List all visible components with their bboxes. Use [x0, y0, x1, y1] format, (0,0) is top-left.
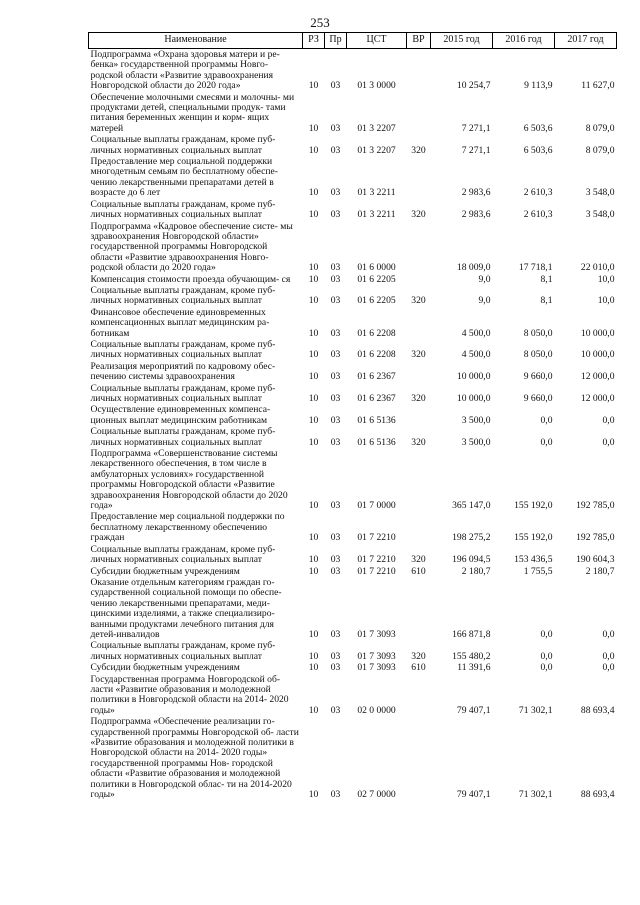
row-2015: 79 407,1 [456, 789, 491, 801]
row-2016: 1 755,5 [523, 565, 553, 577]
row-2016: 0,0 [540, 662, 553, 674]
row-2016: 71 302,1 [518, 704, 553, 716]
row-name: Субсидии бюджетным учреждениям [90, 662, 240, 674]
row-name: Предоставление мер социальной поддержки многодетным семьям по бесплатному обеспе- чению лекарственными препаратами детей в возрасте до 6 лет [90, 156, 278, 199]
row-2016: 17 718,1 [518, 262, 553, 274]
row-name: Реализация мероприятий по кадровому обес- печению системы здравоохранения [90, 360, 276, 383]
row-pr: 03 [330, 371, 341, 383]
header-2015: 2015 год [431, 33, 493, 49]
row-rz: 10 [308, 662, 319, 674]
row-2017: 8 079,0 [585, 144, 615, 156]
table-row [89, 577, 617, 640]
row-cst: 02 7 0000 [357, 789, 396, 801]
row-pr: 03 [330, 554, 341, 566]
row-2016: 2 610,3 [523, 209, 553, 221]
row-2016: 8,1 [540, 273, 553, 285]
header-2017: 2017 год [555, 33, 617, 49]
row-pr: 03 [330, 662, 341, 674]
row-pr: 03 [330, 349, 341, 361]
header-2016: 2016 год [493, 33, 555, 49]
table-row [89, 662, 617, 673]
row-cst: 01 6 2208 [357, 349, 396, 361]
row-pr: 03 [330, 789, 341, 801]
row-2016: 6 503,6 [523, 122, 553, 134]
row-name: Социальные выплаты гражданам, кроме пуб- личных нормативных социальных выплат [90, 338, 276, 361]
row-name: Осуществление единовременных компенса- ционных выплат медицинским работникам [90, 404, 271, 426]
row-2016: 9 113,9 [524, 80, 553, 92]
table-row [89, 199, 617, 221]
row-2015: 4 500,0 [461, 327, 491, 339]
row-2017: 88 693,4 [580, 704, 615, 716]
table-header-row [89, 33, 617, 49]
row-2015: 4 500,0 [461, 349, 491, 361]
row-pr: 03 [330, 500, 341, 512]
row-pr: 03 [330, 650, 341, 662]
row-2016: 0,0 [540, 650, 553, 662]
header-vr: ВР [407, 33, 431, 49]
row-2016: 8 050,0 [523, 327, 553, 339]
row-rz: 10 [308, 122, 319, 134]
row-2017: 0,0 [602, 662, 615, 674]
row-2016: 8 050,0 [523, 349, 553, 361]
table-row [89, 307, 617, 339]
row-2015: 7 271,1 [461, 122, 491, 134]
row-name: Предоставление мер социальной поддержки по бесплатному лекарственному обеспечению граждан [90, 511, 285, 544]
row-vr: 320 [411, 393, 426, 404]
row-cst: 01 7 3093 [357, 628, 396, 640]
row-name: Государственная программа Новгородской об- ласти «Развитие образования и молодежной политики в Новгородской области на 2014- 2020 годы» [90, 673, 289, 716]
row-pr: 03 [330, 209, 341, 221]
row-pr: 03 [330, 628, 341, 640]
row-name: Социальные выплаты гражданам, кроме пуб- личных нормативных социальных выплат [90, 284, 276, 307]
row-2017: 10 000,0 [580, 349, 615, 361]
table-row [89, 448, 617, 511]
row-cst: 01 7 2210 [357, 554, 396, 566]
row-2017: 0,0 [602, 414, 615, 426]
row-cst: 01 7 3093 [357, 662, 396, 674]
row-2015: 9,0 [478, 295, 491, 307]
row-2015: 2 180,7 [461, 565, 491, 577]
row-2017: 0,0 [602, 436, 615, 448]
row-2017: 10,0 [597, 295, 615, 307]
row-2016: 2 610,3 [523, 187, 553, 199]
row-cst: 02 0 0000 [357, 704, 396, 716]
row-2015: 3 500,0 [461, 414, 491, 426]
table-row [89, 49, 617, 92]
row-rz: 10 [308, 628, 319, 640]
row-pr: 03 [330, 532, 341, 544]
row-2017: 10 000,0 [580, 327, 615, 339]
row-rz: 10 [308, 80, 319, 92]
row-2017: 3 548,0 [585, 187, 615, 199]
row-vr [407, 221, 431, 274]
row-vr: 320 [411, 349, 426, 361]
row-pr: 03 [330, 436, 341, 448]
row-vr: 320 [411, 144, 426, 156]
row-2017: 192 785,0 [576, 532, 615, 544]
row-name: Социальные выплаты гражданам, кроме пуб- личных нормативных социальных выплат [90, 543, 276, 566]
row-2015: 18 009,0 [456, 262, 491, 274]
row-rz: 10 [308, 650, 319, 662]
header-name: Наименование [89, 33, 303, 49]
row-rz: 10 [308, 144, 319, 156]
row-pr: 03 [330, 187, 341, 199]
row-2017: 2 180,7 [585, 565, 615, 577]
row-vr: 610 [411, 662, 426, 674]
row-vr: 320 [411, 650, 426, 662]
row-vr [407, 404, 431, 426]
row-2015: 11 391,6 [457, 662, 491, 674]
row-pr: 03 [330, 295, 341, 307]
row-cst: 01 3 2211 [357, 187, 396, 199]
row-pr: 03 [330, 122, 341, 134]
table-row [89, 674, 617, 717]
row-2015: 7 271,1 [461, 144, 491, 156]
row-rz: 10 [308, 554, 319, 566]
row-name: Социальные выплаты гражданам, кроме пуб- личных нормативных социальных выплат [90, 134, 276, 156]
row-rz: 10 [308, 500, 319, 512]
row-2015: 10 000,0 [456, 371, 491, 383]
row-vr: 320 [411, 209, 426, 221]
table-row [89, 566, 617, 577]
row-2017: 12 000,0 [580, 371, 615, 383]
row-vr [407, 156, 431, 199]
header-rz: РЗ [303, 33, 325, 49]
row-cst: 01 6 2205 [357, 295, 396, 307]
row-name: Подпрограмма «Кадровое обеспечение систе- мы здравоохранения Новгородской области» государственной программы Новгородской области «Развитие здравоохранения Новго- родской области до 2020 года» [90, 220, 293, 274]
row-vr: 610 [411, 565, 426, 577]
table-row [89, 274, 617, 285]
row-pr: 03 [330, 393, 341, 404]
row-pr: 03 [330, 414, 341, 426]
row-cst: 01 3 2207 [357, 122, 396, 134]
row-name: Субсидии бюджетным учреждениям [90, 565, 240, 577]
budget-table [88, 32, 617, 800]
row-vr: 320 [411, 295, 426, 307]
row-2017: 10,0 [597, 273, 615, 285]
row-2017: 11 627,0 [581, 80, 615, 92]
row-name: Социальные выплаты гражданам, кроме пуб- личных нормативных социальных выплат [90, 382, 276, 404]
row-cst: 01 6 2205 [357, 273, 396, 285]
row-vr [407, 511, 431, 543]
row-cst: 01 3 2207 [357, 144, 396, 156]
row-cst: 01 6 2367 [357, 371, 396, 383]
row-2016: 153 436,5 [514, 554, 553, 566]
row-2016: 155 192,0 [514, 500, 553, 512]
table-row [89, 361, 617, 383]
row-rz: 10 [308, 532, 319, 544]
row-2015: 79 407,1 [456, 704, 491, 716]
row-name: Подпрограмма «Совершенствование системы лекарственного обеспечения, в том числе в амбулаторных условиях» государственной программы Новгородской области «Развитие здравоохранения Новгородской области до 2020 года» [90, 448, 288, 512]
row-2015: 10 000,0 [456, 393, 491, 404]
row-2016: 9 660,0 [523, 393, 553, 404]
row-rz: 10 [308, 327, 319, 339]
row-rz: 10 [308, 209, 319, 221]
row-name: Социальные выплаты гражданам, кроме пуб- личных нормативных социальных выплат [90, 198, 276, 221]
row-rz: 10 [308, 262, 319, 274]
row-2015: 365 147,0 [452, 500, 491, 512]
row-cst: 01 3 2211 [357, 209, 396, 221]
row-2017: 192 785,0 [576, 500, 615, 512]
row-pr: 03 [330, 273, 341, 285]
row-vr [407, 49, 431, 92]
row-2017: 0,0 [602, 628, 615, 640]
row-cst: 01 6 2208 [357, 327, 396, 339]
table-row [89, 640, 617, 662]
row-2017: 8 079,0 [585, 122, 615, 134]
row-2015: 155 480,2 [452, 650, 491, 662]
row-vr [407, 716, 431, 800]
row-2016: 0,0 [540, 628, 553, 640]
row-2016: 6 503,6 [523, 144, 553, 156]
page-number: 253 [310, 15, 330, 30]
row-vr [407, 361, 431, 383]
row-name: Подпрограмма «Обеспечение реализации го- сударственной программы Новгородской об- ласти «Развитие образования и молодежной политики в Новгородской области на 2014- 2020 годы» государственной программы Нов- городской области «Развитие образования и молодежной политики в Новгородской облас- ти на 2014-2020 годы» [90, 716, 299, 801]
row-pr: 03 [330, 565, 341, 577]
row-2016: 8,1 [540, 295, 553, 307]
row-rz: 10 [308, 187, 319, 199]
row-rz: 10 [308, 349, 319, 361]
row-rz: 10 [308, 565, 319, 577]
row-2015: 198 275,2 [452, 532, 491, 544]
row-pr: 03 [330, 327, 341, 339]
row-vr [407, 274, 431, 285]
row-2015: 10 254,7 [456, 80, 491, 92]
row-2016: 9 660,0 [523, 371, 553, 383]
row-name: Обеспечение молочными смесями и молочны- ми продуктами детей, специальными продук- тами питания беременных женщин и корм- ящих матерей [90, 91, 295, 134]
row-name: Подпрограмма «Охрана здоровья матери и ре- бенка» государственной программы Новго- родской области «Развитие здравоохранения Новгородской области до 2020 года» [90, 49, 280, 92]
row-cst: 01 6 5136 [357, 414, 396, 426]
row-vr [407, 92, 431, 135]
row-vr [407, 307, 431, 339]
row-2017: 12 000,0 [580, 393, 615, 404]
row-cst: 01 7 0000 [357, 500, 396, 512]
table-row [89, 511, 617, 543]
row-cst: 01 6 5136 [357, 436, 396, 448]
row-2015: 9,0 [478, 273, 491, 285]
row-rz: 10 [308, 704, 319, 716]
row-rz: 10 [308, 414, 319, 426]
row-2016: 0,0 [540, 414, 553, 426]
row-2017: 3 548,0 [585, 209, 615, 221]
row-rz: 10 [308, 273, 319, 285]
row-2015: 3 500,0 [461, 436, 491, 448]
row-cst: 01 7 2210 [357, 565, 396, 577]
row-2016: 0,0 [540, 436, 553, 448]
table-body [89, 49, 617, 801]
row-vr [407, 448, 431, 511]
table-row [89, 156, 617, 199]
row-rz: 10 [308, 393, 319, 404]
row-pr: 03 [330, 704, 341, 716]
row-pr: 03 [330, 80, 341, 92]
row-cst: 01 7 2210 [357, 532, 396, 544]
header-pr: Пр [325, 33, 347, 49]
row-vr [407, 577, 431, 640]
row-2015: 196 094,5 [452, 554, 491, 566]
row-2016: 155 192,0 [514, 532, 553, 544]
row-2017: 190 604,3 [576, 554, 615, 566]
row-2017: 88 693,4 [580, 789, 615, 801]
table-row [89, 285, 617, 307]
row-vr: 320 [411, 436, 426, 448]
table-row [89, 92, 617, 135]
row-cst: 01 6 2367 [357, 393, 396, 404]
row-rz: 10 [308, 371, 319, 383]
row-name: Социальные выплаты гражданам, кроме пуб- личных нормативных социальных выплат [90, 640, 276, 662]
row-name: Оказание отдельным категориям граждан го- сударственной социальной помощи по обеспе- чению лекарственными препаратами, меди- цинскими изделиями, а также специализиро- ванными продуктами лечебного питания для детей-инвалидов [90, 576, 282, 640]
row-vr: 320 [411, 554, 426, 566]
row-name: Финансовое обеспечение единовременных компенсационных выплат медицинским ра- ботникам [90, 306, 270, 339]
row-2015: 2 983,6 [461, 209, 491, 221]
row-cst: 01 3 0000 [357, 80, 396, 92]
row-pr: 03 [330, 262, 341, 274]
row-rz: 10 [308, 436, 319, 448]
row-2015: 2 983,6 [461, 187, 491, 199]
row-name: Компенсация стоимости проезда обучающим- ся [90, 273, 291, 285]
row-rz: 10 [308, 295, 319, 307]
table-row [89, 544, 617, 566]
table-row [89, 426, 617, 448]
row-cst: 01 6 0000 [357, 262, 396, 274]
row-pr: 03 [330, 144, 341, 156]
table-row [89, 404, 617, 426]
row-2017: 22 010,0 [580, 262, 615, 274]
row-2016: 71 302,1 [518, 789, 553, 801]
row-rz: 10 [308, 789, 319, 801]
row-vr [407, 674, 431, 717]
row-2015: 166 871,8 [452, 628, 491, 640]
table-row [89, 383, 617, 405]
row-name: Социальные выплаты гражданам, кроме пуб- личных нормативных социальных выплат [90, 426, 276, 448]
table-row [89, 716, 617, 800]
row-2017: 0,0 [602, 650, 615, 662]
header-cst: ЦСТ [347, 33, 407, 49]
table-row [89, 134, 617, 156]
row-cst: 01 7 3093 [357, 650, 396, 662]
table-row [89, 221, 617, 274]
table-row [89, 339, 617, 361]
